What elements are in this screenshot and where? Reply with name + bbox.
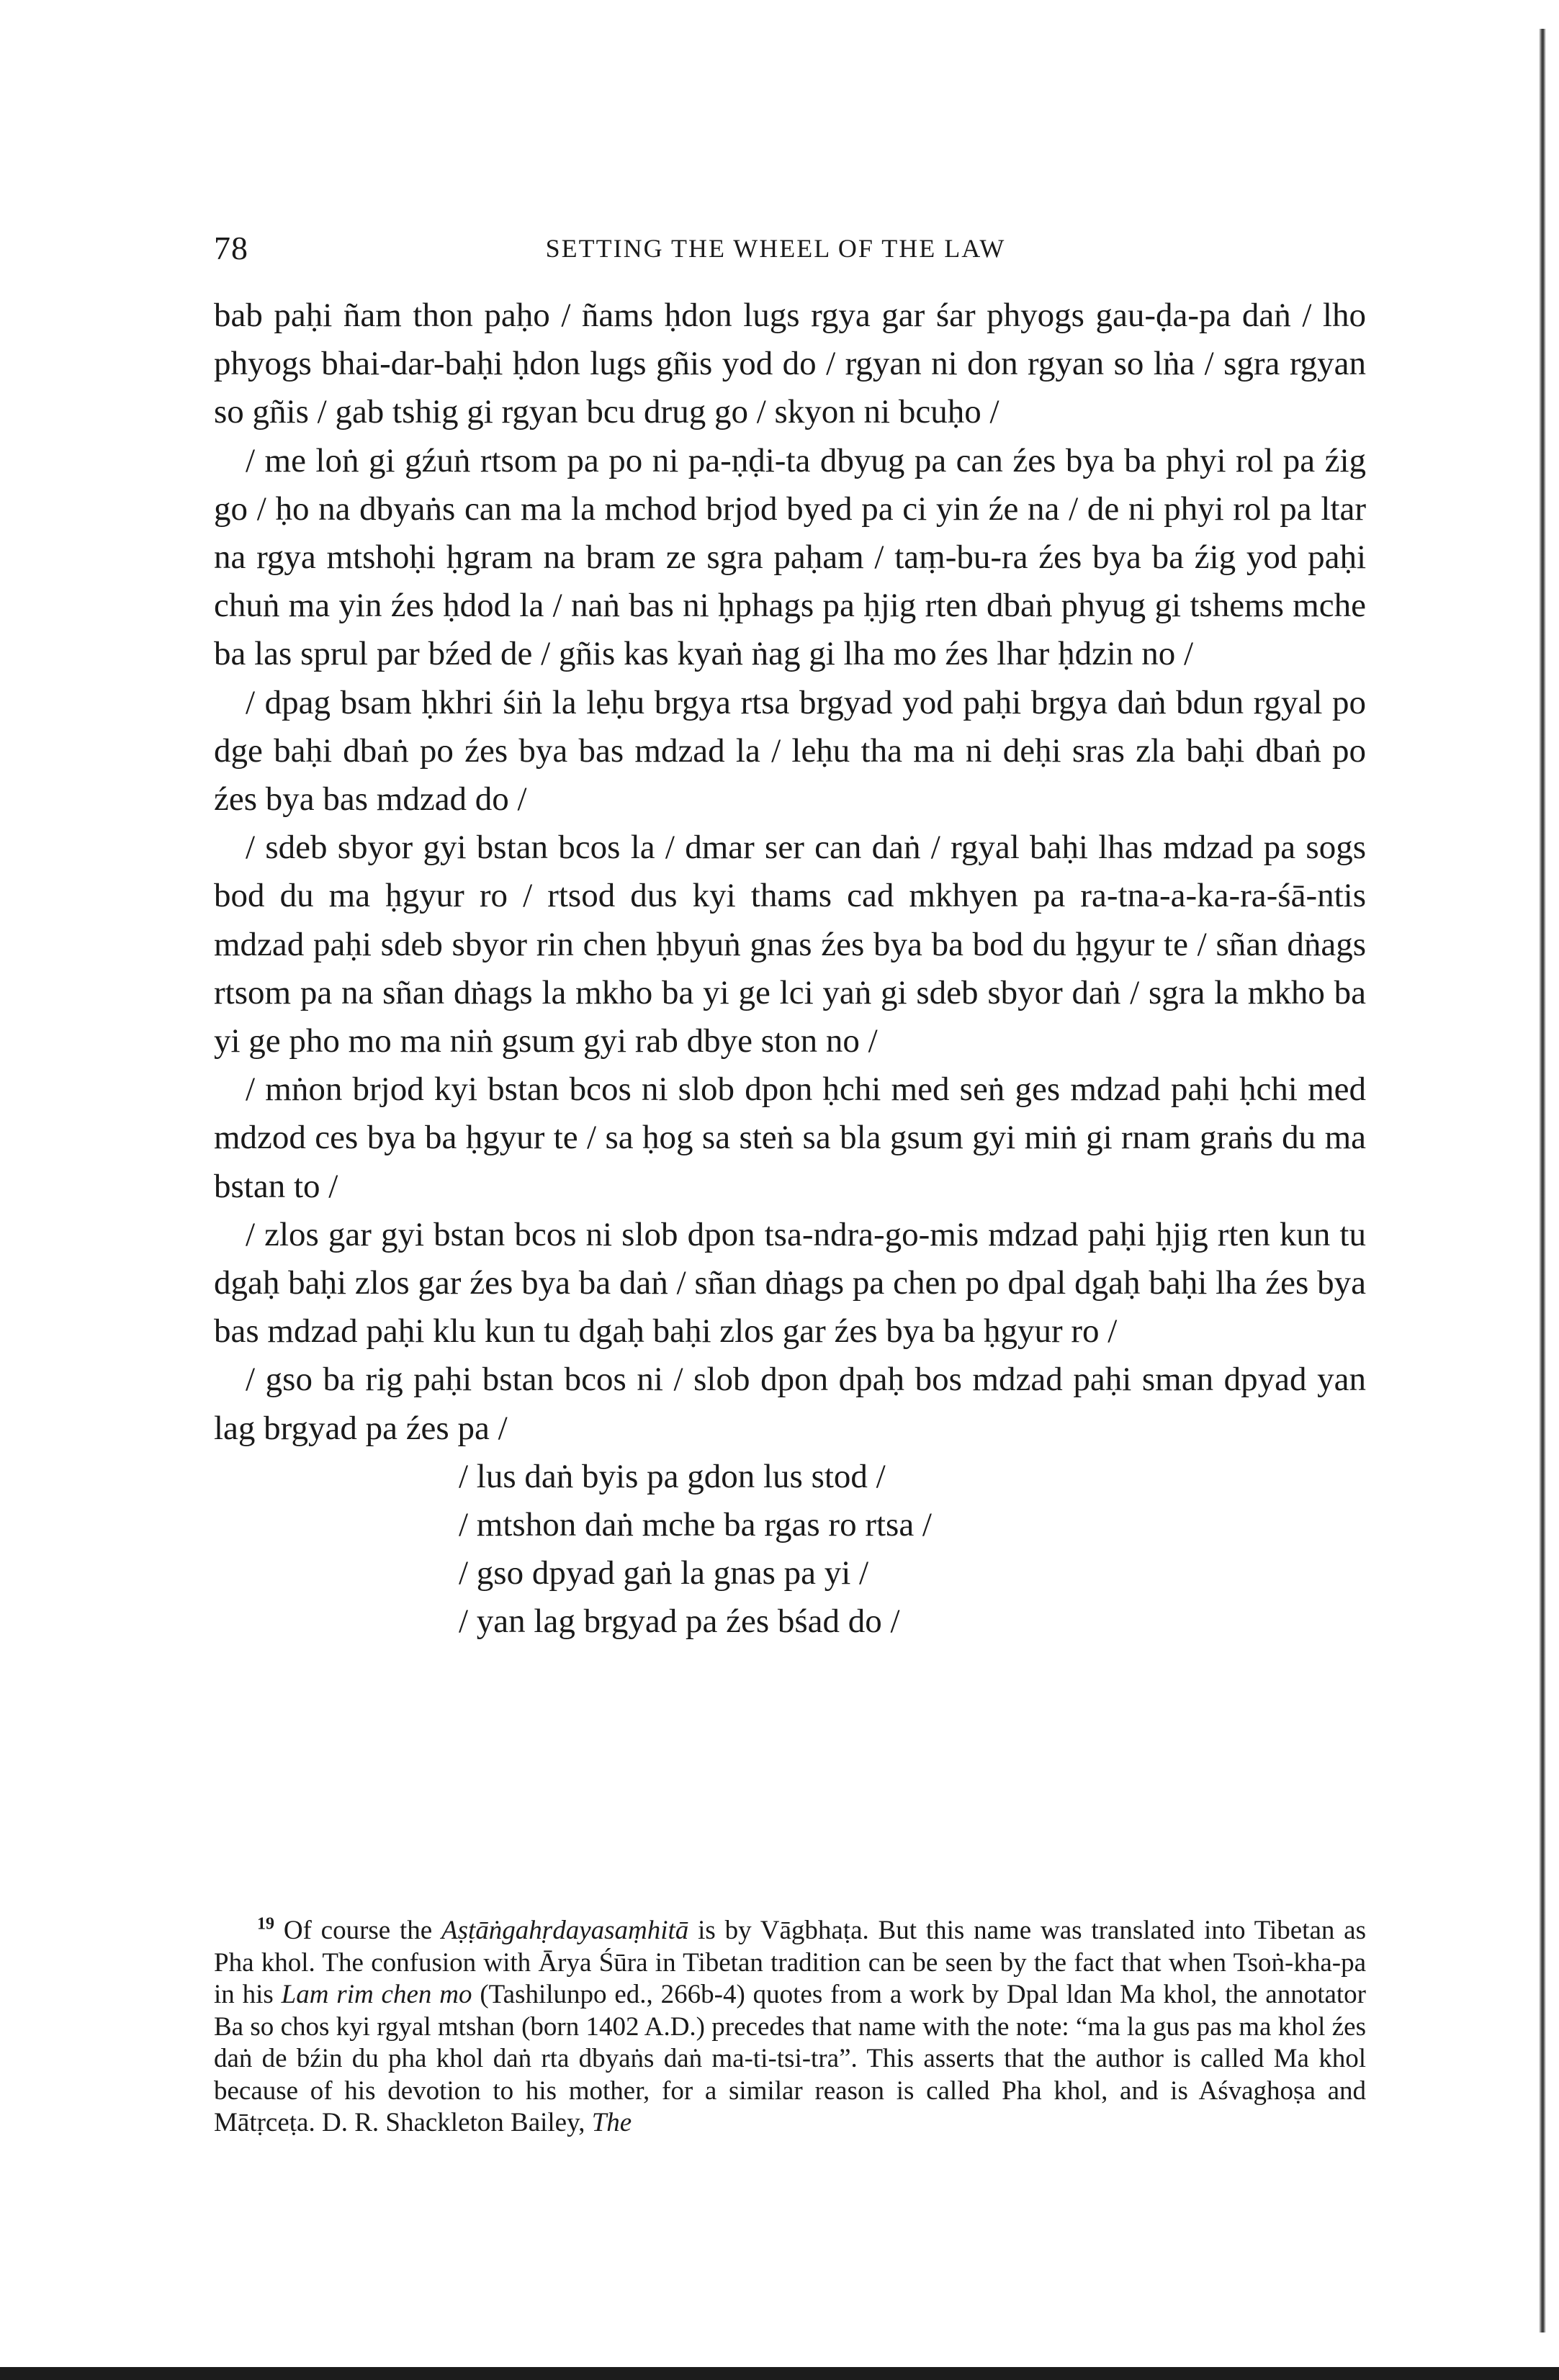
- body-text: [214, 292, 1366, 1646]
- footnote-text-part: Of course the: [283, 1916, 442, 1945]
- verse-line: / yan lag brgyad pa źes bśad do /: [459, 1603, 900, 1641]
- running-head: [214, 229, 1337, 272]
- paragraph: / zlos gar gyi bstan bcos ni slob dpon tsa-ndra-go-mis mdzad paḥi ḥjig rten kun tu dgaḥ baḥi zlos gar źes bya ba daṅ / sñan dṅags pa chen po dpal dgaḥ baḥi lha źes bya bas mdzad paḥi klu kun tu dgaḥ baḥi zlos gar źes bya ba ḥgyur ro /: [214, 1215, 1366, 1351]
- book-spine-edge: [1539, 29, 1546, 2332]
- footnote-text-part: (Tashilunpo ed., 266b-4) quotes from a work by Dpal ldan Ma khol, the annotator Ba so chos kyi rgyal mtshan (born 1402 A.D.) precedes that name with the note: “ma la gus pas ma khol źes daṅ de bźin du pha khol daṅ rta dbyaṅs daṅ ma-ti-tsi-tra”. This asserts that the author is called Ma khol because of his devotion to his mother, for a similar reason is called Pha khol, and is Aśvaghoṣa and Mātṛceṭa. D. R. Shackleton Bailey,: [214, 1980, 1366, 2137]
- paragraph: / gso ba rig paḥi bstan bcos ni / slob dpon dpaḥ bos mdzad paḥi sman dpyad yan lag brgyad pa źes pa /: [214, 1361, 1366, 1447]
- paragraph: / me loṅ gi gźuṅ rtsom pa po ni pa-ṇḍi-ta dbyug pa can źes bya ba phyi rol pa źig go / ḥo na dbyaṅs can ma la mchod brjod byed pa ci yin źe na / de ni phyi rol pa ltar na rgya mtshoḥi ḥgram na bram ze sgra paḥam / taṃ-bu-ra źes bya ba źig yod paḥi chuṅ ma yin źes ḥdod la / naṅ bas ni ḥphags pa ḥjig rten dbaṅ phyug gi tshems mche ba las sprul par bźed de / gñis kas kyaṅ ṅag gi lha mo źes lhar ḥdzin no /: [214, 441, 1366, 673]
- footnote-title-italic: Lam rim chen mo: [281, 1980, 472, 2009]
- verse-block: [214, 1453, 1366, 1646]
- footnote-title-italic: The: [591, 2108, 632, 2137]
- footnote: [214, 1915, 1366, 2140]
- page-number: 78: [214, 230, 248, 266]
- running-title: SETTING THE WHEEL OF THE LAW: [545, 234, 1006, 263]
- verse-line: / lus daṅ byis pa gdon lus stod /: [459, 1457, 886, 1495]
- verse-line: / gso dpyad gaṅ la gnas pa yi /: [459, 1554, 869, 1592]
- footnote-text: [214, 1916, 1366, 2137]
- paragraph: / dpag bsam ḥkhri śiṅ la leḥu brgya rtsa brgyad yod paḥi brgya daṅ bdun rgyal po dge baḥi dbaṅ po źes bya bas mdzad la / leḥu tha ma ni deḥi sras zla baḥi dbaṅ po źes bya bas mdzad do /: [214, 683, 1366, 819]
- paragraph: / sdeb sbyor gyi bstan bcos la / dmar ser can daṅ / rgyal baḥi lhas mdzad pa sogs bod du ma ḥgyur ro / rtsod dus kyi thams cad mkhyen pa ra-tna-a-ka-ra-śā-ntis mdzad paḥi sdeb sbyor rin chen ḥbyuṅ gnas źes bya ba bod du ḥgyur te / sñan dṅags rtsom pa na sñan dṅags la mkho ba yi ge lci yaṅ gi sdeb sbyor daṅ / sgra la mkho ba yi ge pho mo ma niṅ gsum gyi rab dbye ston no /: [214, 829, 1366, 1060]
- footnote-title-italic: Aṣṭāṅgahṛdayasaṃhitā: [441, 1916, 689, 1945]
- scan-bottom-edge: [0, 2367, 1559, 2380]
- footnote-text-part: is by Vāgbhaṭa. But this name was translated into Tibetan as Pha khol. The confusion with Ārya Śūra in Tibetan tradition can be seen by the fact that when Tsoṅ-kha-pa in his: [214, 1916, 1367, 2009]
- paragraph: bab paḥi ñam thon paḥo / ñams ḥdon lugs rgya gar śar phyogs gau-ḍa-pa daṅ / lho phyogs bhai-dar-baḥi ḥdon lugs gñis yod do / rgyan ni don rgyan so lṅa / sgra rgyan so gñis / gab tshig gi rgyan bcu drug go / skyon ni bcuḥo /: [214, 297, 1366, 431]
- verse-line: / mtshon daṅ mche ba rgas ro rtsa /: [459, 1506, 932, 1544]
- paragraph: / mṅon brjod kyi bstan bcos ni slob dpon ḥchi med seṅ ges mdzad paḥi ḥchi med mdzod ces bya ba ḥgyur te / sa ḥog sa steṅ sa bla gsum gyi miṅ gi rnam graṅs du ma bstan to /: [214, 1070, 1366, 1205]
- footnote-marker: 19: [257, 1914, 274, 1934]
